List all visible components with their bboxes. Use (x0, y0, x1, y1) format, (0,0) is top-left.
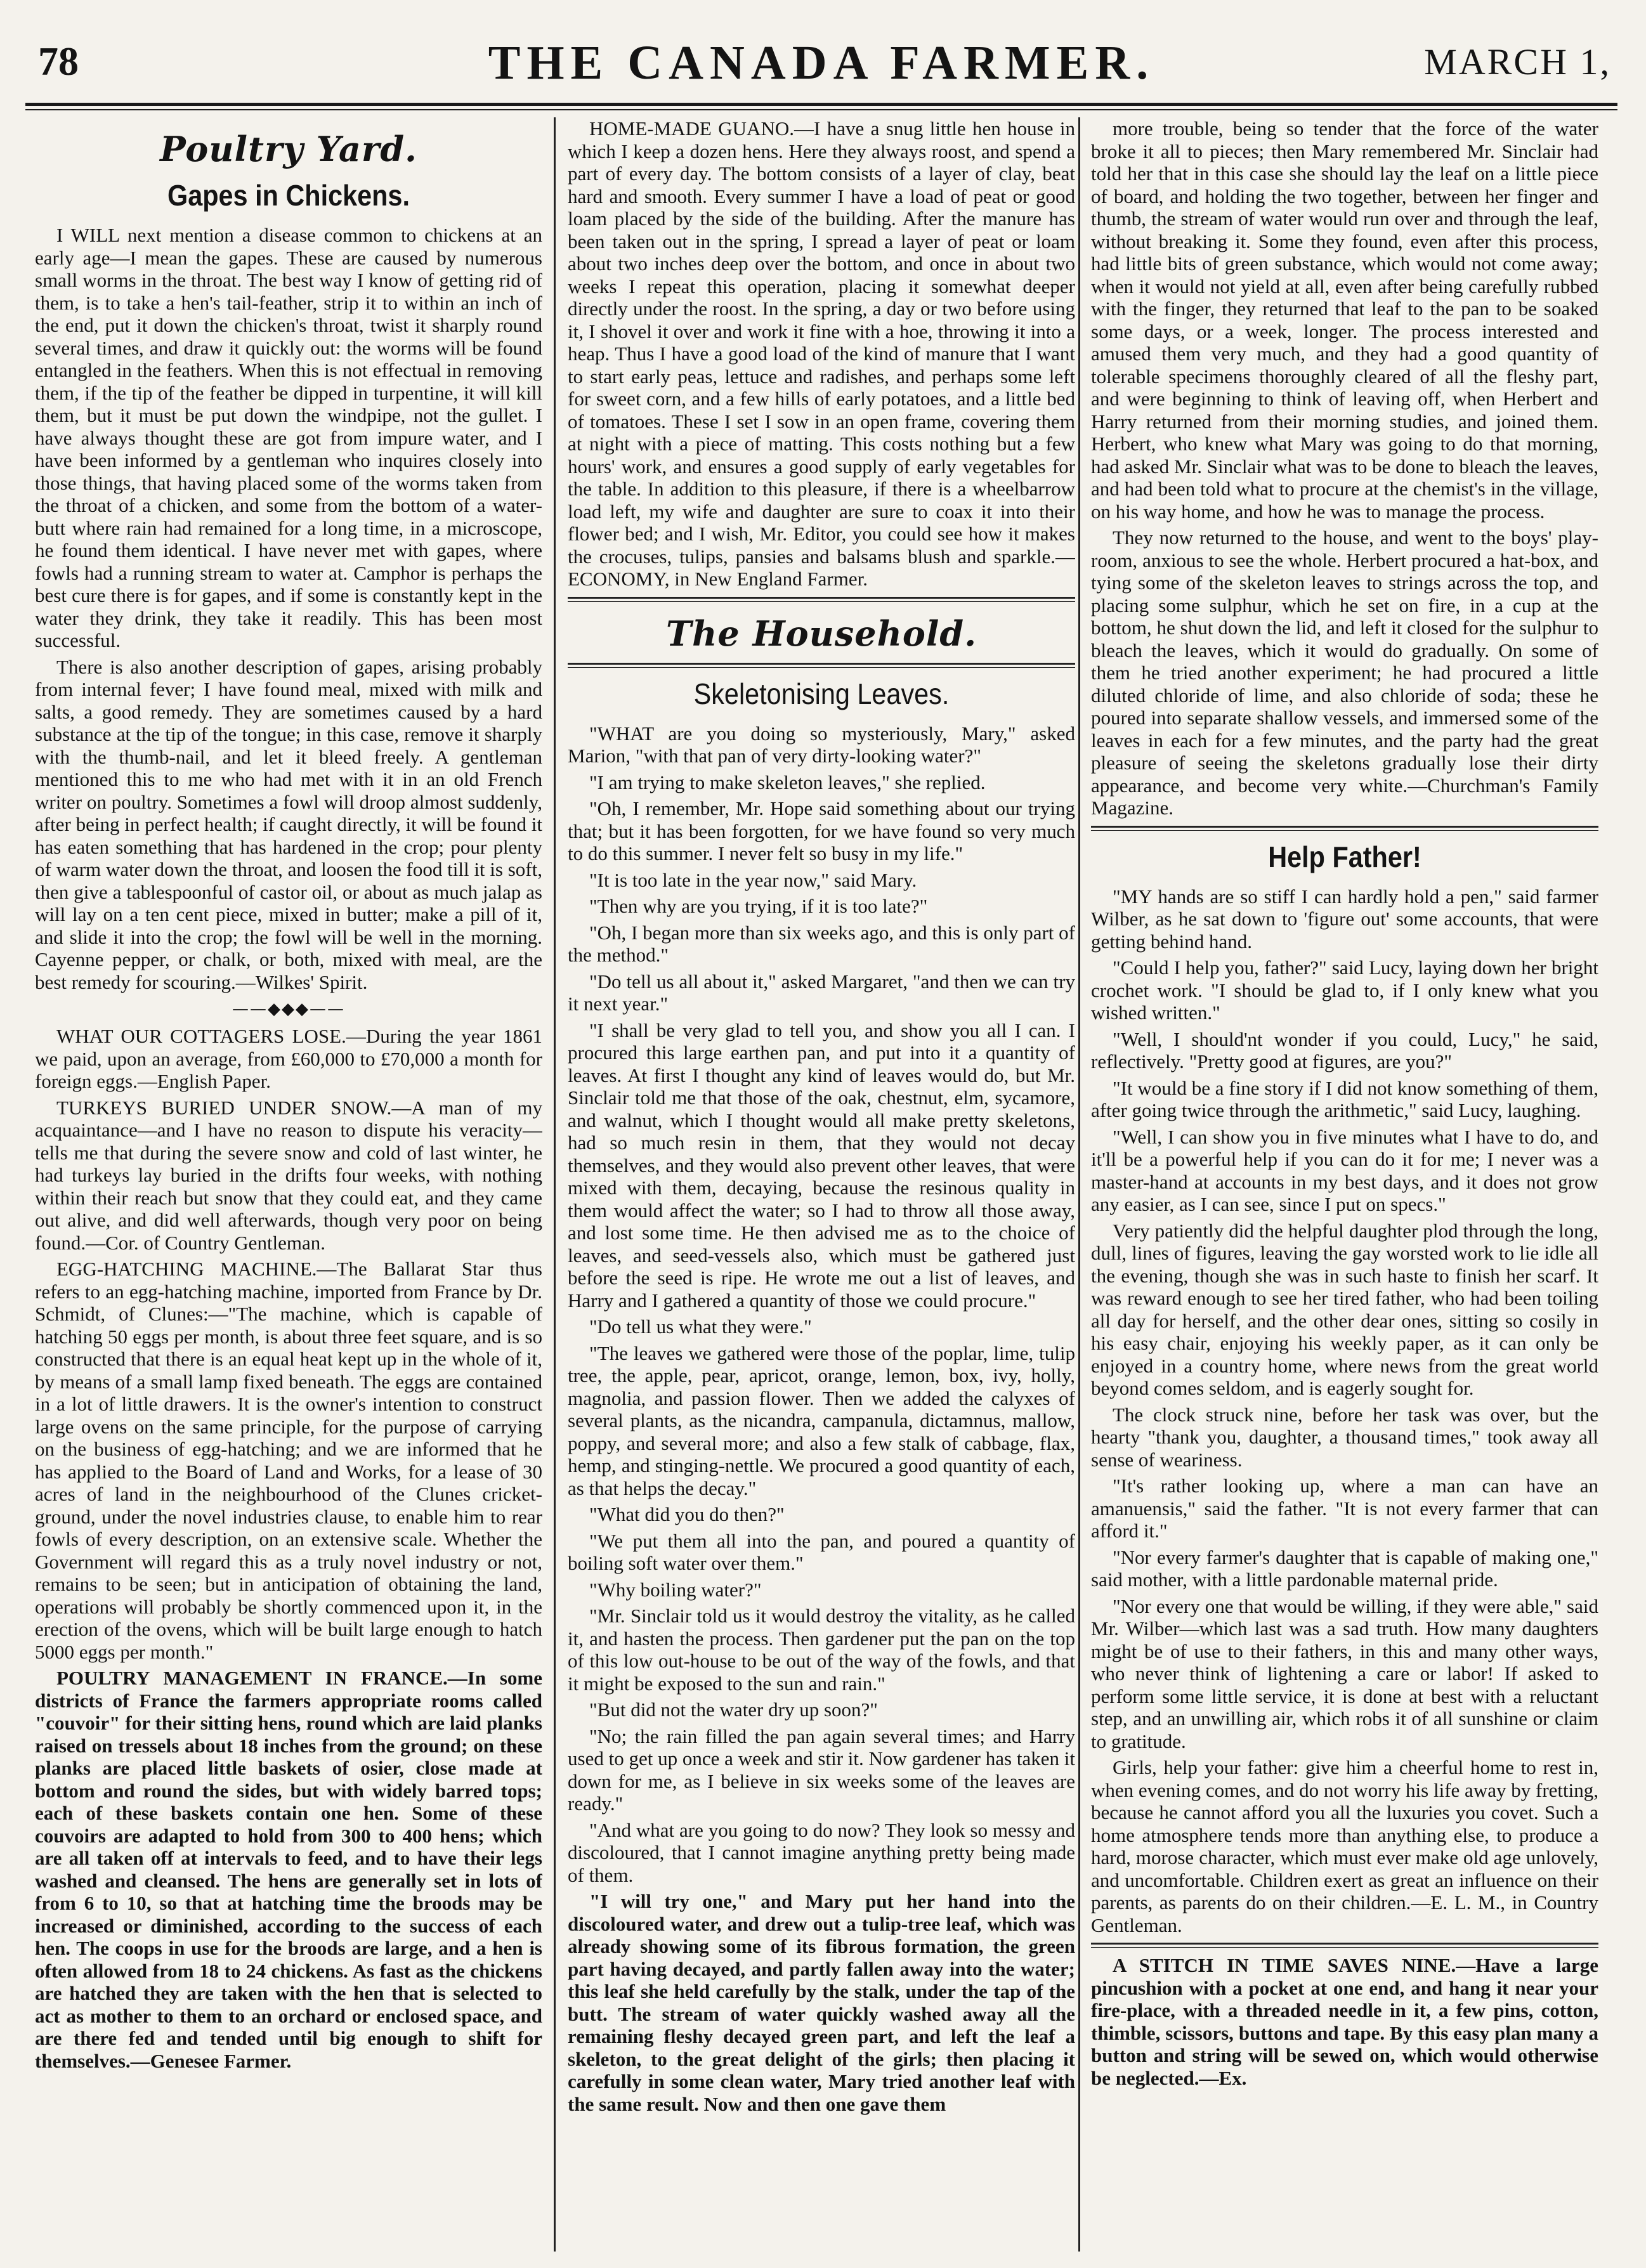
article-paragraph: Girls, help your father: give him a cheerful home to rest in, when evening comes, and do not worry his life away by fretting, because he cannot afford you all the luxuries you covet. Such a home atmosphere tends more than anything else, to produce a hard, morose character, which must ever make old age unlovely, and uncomfortable. Children exert as great an influence on their parents, as parents do on their children.—E. L. M., in Country Gentleman. (1091, 1756, 1598, 1936)
column-rule (554, 117, 556, 2252)
column-3 (1091, 117, 1598, 2252)
article-paragraph: "I will try one," and Mary put her hand into the discoloured water, and drew out a tulip-tree leaf, which was already showing some of its fibrous formation, the green part having decayed, and partly fallen away into the water; this leaf she held carefully by the stalk, under the tap of the butt. The stream of water quickly washed away all the remaining fleshy decayed green part, and left the leaf a skeleton, to the great delight of the girls; then placing it carefully in some clean water, Mary tried another leaf with the same result. Now and then one gave them (568, 1890, 1075, 2115)
article-title-skeleton: Skeletonising Leaves. (693, 677, 950, 710)
article-paragraph: "Mr. Sinclair told us it would destroy the vitality, as he called it, and hasten the process. Then gardener put the pan on the top of this low out-house to be out of the way of the fowls, and that it might be exposed to the sun and rain." (568, 1605, 1075, 1695)
article-paragraph: more trouble, being so tender that the force of the water broke it all to pieces; then Mary remembered Mr. Sinclair had told her that in this case she should lay the leaf on a little piece of board, and holding the two together, between her finger and thumb, the stream of water would run over and through the leaf, without breaking it. Some they found, even after this process, had little bits of green substance, which would not come away; when it would not yield at all, even after being carefully rubbed with the finger, they returned that leaf to the pan to be soaked some days, or a week, longer. The process interested and amused them very much, and they had a good quantity of tolerable specimens thoroughly cleared of all the fleshy part, and were beginning to think of leaving off, when Herbert and Harry returned from their morning studies, and joined them. Herbert, who knew what Mary was going to do that morning, had asked Mr. Sinclair what was to be done to bleach the leaves, and had been told what to procure at the chemist's in the village, on his way home, and how he was to manage the process. (1091, 117, 1598, 523)
article-paragraph: "Could I help you, father?" said Lucy, laying down her bright crochet work. "I should be glad to, if I only knew what you wished written." (1091, 956, 1598, 1024)
section-rule (568, 663, 1075, 668)
article-poultry-france: POULTRY MANAGEMENT IN FRANCE.—In some districts of France the farmers appropriate rooms called "couvoir" for their sitting hens, round which are laid planks raised on tressels about 18 inches from the ground; on these planks are placed little baskets of osier, close made at bottom and round the sides, but with widely barred tops; each of these baskets contain one hen. Some of these couvoirs are adapted to hold from 300 to 400 hens; which are all taken off at intervals to feed, and to have their legs washed and cleansed. The hens are generally set in lots of from 6 to 10, so that at hatching time the broods may be increased or diminished, according to the success of each hen. The coops in use for the broods are large, and a hen is often allowed from 18 to 24 chickens. As fast as the chickens are hatched they are taken with the hen that is selected to act as mother to them to an orchard or enclosed space, and are there fed and tended until big enough to shift for themselves.—Genesee Farmer. (35, 1667, 542, 2072)
article-paragraph: The clock struck nine, before her task was over, but the hearty "thank you, daughter, a thousand times," took away all sense of weariness. (1091, 1403, 1598, 1471)
article-paragraph: "But did not the water dry up soon?" (589, 1698, 878, 1721)
article-paragraph: They now returned to the house, and went to the boys' play-room, anxious to see the whole. Herbert procured a hat-box, and tying some of the skeleton leaves to strings across the top, and placing some sulphur, which he set on fire, in a cup at the bottom, he shut down the lid, and left it closed for the sulphur to bleach the leaves, which it would do gradually. On some of them he tried another experiment; he had procured a little diluted chloride of lime, and also chloride of soda; these he poured into separate shallow vessels, and immersed some of the leaves in each for a few minutes, and the party had the great pleasure of seeing the skeletons gradually lose their dirty appearance, and become very white.—Churchman's Family Magazine. (1091, 526, 1598, 819)
section-rule (1091, 826, 1598, 831)
article-paragraph: "It is too late in the year now," said Mary. (589, 868, 917, 891)
article-paragraph: "I am trying to make skeleton leaves," she replied. (589, 771, 986, 793)
column-rule (1078, 117, 1080, 2252)
article-paragraph: "Nor every farmer's daughter that is capable of making one," said mother, with a little pardonable maternal pride. (1091, 1546, 1598, 1591)
article-cottagers: WHAT OUR COTTAGERS LOSE.—During the year 1861 we paid, upon an average, from £60,000 to £70,000 a month for foreign eggs.—English Paper. (35, 1025, 542, 1092)
article-body-skeleton (568, 722, 1075, 2116)
article-title-gapes: Gapes in Chickens. (167, 179, 410, 212)
article-paragraph: "Oh, I remember, Mr. Hope said something about our trying that; but it has been forgotten, for we have found so very much to do this summer. I never felt so busy in my life." (568, 797, 1075, 864)
article-paragraph: I WILL next mention a disease common to chickens at an early age—I mean the gapes. These are caused by numerous small worms in the throat. The best way I know of getting rid of them, is to take a hen's tail-feather, strip it to within an inch of the end, put it down the chicken's throat, twist it sharply round several times, and draw it quickly out: the worms will be found entangled in the feathers. When this is not effectual in removing them, if the tip of the feather be dipped in turpentine, it will kill them, but it must be put down the windpipe, not the gullet. I have always thought these are got from impure water, and I have been informed by a gentleman who inquires closely into those things, that having placed some of the worms taken from the throat of a chicken, and some from the bottom of a water-butt where rain had remained for a long time, in a microscope, he found them identical. I have never met with gapes, where fowls had a running stream to water at. Camphor is perhaps the best cure there is for gapes, and if some is constantly kept in the water they drink, they take it readily. This has been most successful. (35, 224, 542, 651)
masthead-rule (25, 103, 1617, 106)
article-paragraph: "What did you do then?" (589, 1503, 785, 1525)
department-heading-household: The Household. (665, 613, 977, 654)
article-paragraph: "We put them all into the pan, and poured a quantity of boiling soft water over them." (568, 1529, 1075, 1574)
masthead-rule-thin (25, 109, 1617, 110)
column-2 (568, 117, 1075, 2252)
article-turkeys: TURKEYS BURIED UNDER SNOW.—A man of my acquaintance—and I have no reason to dispute his veracity—tells me that during the severe snow and cold of last winter, he had turkeys lay buried in the drifts four weeks, with nothing within their reach but snow that they could eat, and they came out alive, and did well afterwards, though very poor on being found.—Cor. of Country Gentleman. (35, 1096, 542, 1254)
issue-date: MARCH 1, (1424, 41, 1611, 82)
column-1 (35, 117, 542, 2252)
article-paragraph: "Well, I can show you in five minutes what I have to do, and it'll be a powerful help if you can do it for me; I never was a master-hand at accounts in my best days, and it does not grow any easier, as I can see, since I put on specs." (1091, 1125, 1598, 1215)
article-paragraph: "It's rather looking up, where a man can have an amanuensis," said the father. "It is not every farmer that can afford it." (1091, 1475, 1598, 1542)
article-paragraph: "WHAT are you doing so mysteriously, Mary," asked Marion, "with that pan of very dirty-looking water?" (568, 722, 1075, 767)
article-stitch-in-time: A STITCH IN TIME SAVES NINE.—Have a large pincushion with a pocket at one end, and hang it near your fire-place, with a threaded needle in it, a few pins, cotton, thimble, scissors, buttons and tape. By this easy plan many a button and string will be sewed on, which would otherwise be neglected.—Ex. (1091, 1954, 1598, 2089)
article-paragraph: "Do tell us what they were." (589, 1315, 812, 1338)
article-paragraph: "No; the rain filled the pan again several times; and Harry used to get up once a week and stir it. Now gardener has taken it down for me, as I believe in six weeks some of the leaves are ready." (568, 1724, 1075, 1815)
section-rule (1091, 1943, 1598, 1948)
article-egg-machine: EGG-HATCHING MACHINE.—The Ballarat Star thus refers to an egg-hatching machine, imported from France by Dr. Schmidt, of Clunes:—"The machine, which is capable of hatching 50 eggs per month, is about three feet square, and is so constructed that there is an equal heat kept up in the whole of it, by means of a small lamp fixed beneath. The eggs are contained in a lot of little drawers. It is the owner's intention to construct large ovens on the same principle, for the purpose of carrying on the business of egg-hatching; and we are informed that he has applied to the Board of Land and Works, for a lease of 30 acres of land in the neighbourhood of the Clunes cricket-ground, under the novel industries clause, to enable him to rear fowls of every description, on an extensive scale. Whether the Government will regard this as a truly novel industry or not, remains to be seen; but in anticipation of obtaining the land, operations will probably be shortly commenced upon it, in the erection of the ovens, which will be built large enough to hatch 5000 eggs per month." (35, 1258, 542, 1663)
article-paragraph: "Well, I should'nt wonder if you could, Lucy," he said, reflectively. "Pretty good at figures, are you?" (1091, 1027, 1598, 1072)
page-number: 78 (38, 39, 79, 84)
article-paragraph: "Then why are you trying, if it is too late?" (589, 895, 928, 917)
ornament-divider: ——◆◆◆—— (232, 1000, 345, 1019)
article-paragraph: "The leaves we gathered were those of the poplar, lime, tulip tree, the apple, pear, apricot, orange, lemon, box, ivy, holly, magnolia, and passion flower. Then we added the calyxes of several plants, as the nicandra, campanula, dictamnus, mallow, poppy, and several more; and also a few stalk of cabbage, flax, hemp, and stinging-nettle. We procured a good quantity of each, as that helps the decay." (568, 1341, 1075, 1499)
section-rule (568, 597, 1075, 602)
article-paragraph: "It would be a fine story if I did not know something of them, after going twice through the arithmetic," said Lucy, laughing. (1091, 1076, 1598, 1121)
article-paragraph: "MY hands are so stiff I can hardly hold a pen," said farmer Wilber, as he sat down to 'figure out' some accounts, that were getting behind hand. (1091, 885, 1598, 953)
article-paragraph: "Nor every one that would be willing, if they were able," said Mr. Wilber—which last was a sad truth. How many daughters might be of use to their fathers, in this and many other ways, who never think of lightening a care or labor! If asked to perform some little service, it is done at best with a reluctant step, and an unwilling air, which robs it of all sunshine or claim to gratitude. (1091, 1594, 1598, 1752)
article-paragraph: "And what are you going to do now? They look so messy and discoloured, that I cannot imagine anything pretty being made of them. (568, 1818, 1075, 1886)
article-title-help-father: Help Father! (1268, 840, 1421, 873)
article-paragraph: "Why boiling water?" (589, 1578, 762, 1601)
publication-title: THE CANADA FARMER. (488, 36, 1155, 89)
article-guano: HOME-MADE GUANO.—I have a snug little hen house in which I keep a dozen hens. Here they always roost, and spend a part of every day. The bottom consists of a layer of clay, beat hard and smooth. Every summer I have a load of peat or good loam placed by the side of the building. After the manure has been taken out in the spring, I spread a layer of peat or loam about two inches deep over the bottom, and once in about two weeks I repeat this operation, placing it somewhat deeper directly under the roost. In the spring, a day or two before using it, I shovel it over and work it fine with a hoe, throwing it into a heap. Thus I have a good load of the kind of manure that I want to start early peas, lettuce and radishes, and perhaps some left for sweet corn, and a few hills of early potatoes, and a little bed of tomatoes. These I set I sow in an open frame, covering them at night with a piece of matting. This costs nothing but a few hours' work, and ensures a good supply of early vegetables for the table. In addition to this pleasure, if there is a wheelbarrow load left, my wife and daughter are sure to coax it into their flower bed; and I wish, Mr. Editor, you could see how it makes the crocuses, tulips, pansies and balsams blush and sparkle.—ECONOMY, in New England Farmer. (568, 117, 1075, 590)
masthead (25, 32, 1617, 101)
article-paragraph: "Oh, I began more than six weeks ago, and this is only part of the method." (568, 921, 1075, 966)
article-paragraph: Very patiently did the helpful daughter plod through the long, dull, lines of figures, leaving the gay worsted work to lie idle all the evening, though she was in such haste to finish her scarf. It was reward enough to see her tired father, who had been toiling all day for herself, and the other dear ones, sitting so cosily in his easy chair, enjoying his weekly paper, as it can only be enjoyed in a country home, where news from the great world beyond comes seldom, and is eagerly sought for. (1091, 1219, 1598, 1399)
article-paragraph: There is also another description of gapes, arising probably from internal fever; I have found meal, mixed with milk and salts, a good remedy. They are sometimes caused by a hard substance at the tip of the tongue; in this case, remove it sharply with the thumb-nail, and let it bleed freely. A gentleman mentioned this to me who had met with it in an old French writer on poultry. Sometimes a fowl will droop almost suddenly, after being in perfect health; if caught directly, it will be found it has eaten something that has hardened in the crop; pour plenty of warm water down the throat, and loosen the food till it is soft, then give a tablespoonful of castor oil, or about as much jalap as will lay on a ten cent piece, mixed in butter; make a pill of it, and slide it into the crop; the fowl will be well in the morning. Cayenne pepper, or chalk, or both, mixed with meal, are the best remedy for scouring.—Wilkes' Spirit. (35, 655, 542, 993)
article-paragraph: "Do tell us all about it," asked Margaret, "and then we can try it next year." (568, 970, 1075, 1015)
department-heading-poultry: Poultry Yard. (160, 129, 417, 169)
article-paragraph: "I shall be very glad to tell you, and show you all I can. I procured this large earthen pan, and put into it a quantity of leaves. At first I thought any kind of leaves would do, but Mr. Sinclair told me that those of the oak, chestnut, elm, sycamore, and walnut, which I thought would all make pretty skeletons, had so much resin in them, that they would not decay themselves, and they would also prevent other leaves, that were mixed with them, decaying, because the resinous quality in them would affect the water; so I had to throw all those away, and lost some time. He then advised me as to the choice of leaves, and seed-vessels also, which must be gathered just before the seed is ripe. He wrote me out a list of leaves, and Harry and I gathered a quantity of those we could procure." (568, 1019, 1075, 1312)
